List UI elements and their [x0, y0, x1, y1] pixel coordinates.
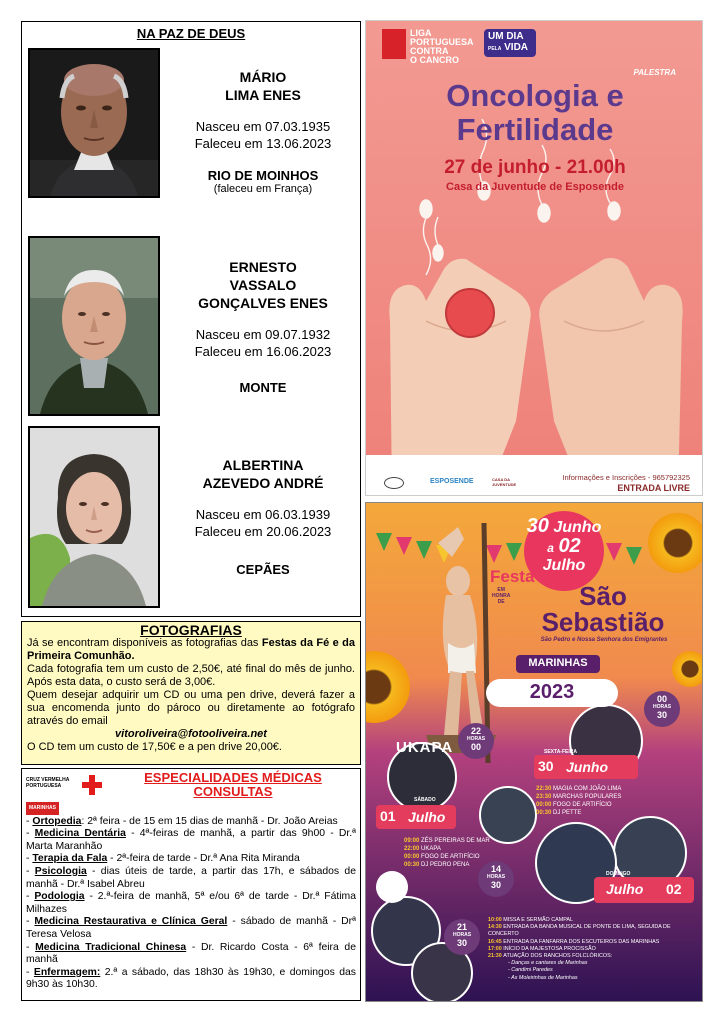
death-date: Faleceu em 16.06.2023	[194, 344, 332, 359]
program-event: FOGO DE ARTIFÍCIO	[553, 802, 612, 808]
entry-info: ENTRADA LIVRE	[617, 483, 690, 493]
place-name: MONTE	[239, 380, 287, 395]
program-item	[536, 793, 700, 801]
program-time: 10:00	[488, 917, 504, 923]
photos-order-text: Quem desejar adquirir um CD ou uma pen drive, deverá fazer a sua encomenda junto do pároco ou diretamente ao fotógrafo através do email	[27, 689, 355, 727]
program-item	[536, 785, 700, 793]
program-event: DJ PEDRO PENA	[421, 862, 470, 868]
program-time: 16:45	[488, 938, 504, 945]
program-subitem: - As Moleirinhas de Marinhas	[508, 974, 578, 981]
obituary-title: NA PAZ DE DEUS	[136, 26, 246, 41]
event-kicker: PALESTRA	[633, 68, 676, 77]
specialty-schedule: - dias úteis de tarde, a partir das 17h, e sábados de manhã - Dr.ª Isabel Abreu	[26, 865, 356, 890]
photographer-email-link[interactable]: vitoroliveira@fotooliveira.net	[115, 728, 267, 740]
organizer-logo-icon	[384, 477, 404, 489]
month-label: Julho	[408, 809, 446, 825]
specialties-list	[26, 816, 356, 992]
specialty-item: - Ortopedia: 2ª feira - de 15 em 15 dias de manhã - Dr. João Areias	[26, 815, 338, 827]
program-item	[536, 809, 700, 817]
program-item	[488, 939, 694, 946]
program-item	[536, 801, 700, 809]
festa-word: Festa	[490, 567, 535, 586]
photos-price-text: Cada fotografia tem um custo de 2,50€, até final do mês de junho. Após esta data, o custo será de 3,00€.	[27, 663, 355, 688]
program-event: ENTRADA DA BANDA MUSICAL DE PONTE DE LIMA, SEGUIDA DE CONCERTO	[488, 924, 671, 938]
event-date: 27 de junho - 21.00h	[444, 157, 626, 178]
program-time: 14:30	[488, 924, 504, 931]
poster-title: Oncologia e Fertilidade	[446, 78, 624, 147]
portrait-photo	[28, 48, 160, 198]
league-logo-icon	[382, 29, 406, 59]
saint-name: São Sebastião	[541, 581, 665, 637]
place-name: CEPÃES	[236, 562, 290, 577]
specialty-name: Ortopedia	[32, 815, 82, 827]
program-event: FOGO DE ARTIFÍCIO	[421, 854, 480, 860]
program-item	[488, 924, 694, 938]
specialty-schedule: - 2.ª-feira de manhã, 5ª e/ou 6ª de tarde - Dr.ª Fátima Milhazes	[26, 891, 356, 915]
program-event: DJ PETTE	[553, 810, 582, 816]
death-date: Faleceu em 20.06.2023	[194, 524, 332, 539]
specialty-name: Psicologia	[34, 865, 87, 877]
program-event: INÍCIO DA MAJESTOSA PROCISSÃO	[503, 945, 596, 952]
birth-date: Nasceu em 09.07.1932	[195, 327, 331, 342]
place-name: RIO DE MOINHOS	[207, 168, 319, 183]
specialty-item: - Medicina Restaurativa e Clínica Geral - sábado de manhã - Drª Teresa Velosa	[26, 916, 356, 940]
program-event: MARCHAS POPULARES	[553, 794, 622, 800]
program-time: 00:30	[404, 862, 422, 868]
program-time: 22:30	[536, 786, 554, 792]
program-item	[404, 861, 544, 869]
specialty-item: - Terapia da Fala - 2ª-feira de tarde - Dr.ª Ana Rita Miranda	[26, 853, 300, 865]
medical-specialties-panel	[21, 768, 361, 1001]
program-time: 00:00	[536, 802, 554, 808]
program-item	[488, 946, 694, 953]
birth-date: Nasceu em 06.03.1939	[195, 507, 331, 522]
specialty-item: - Enfermagem: 2.ª a sábado, das 18h30 às 19h30, e domingos das 9h30 às 10h30.	[26, 966, 356, 991]
obituary-panel	[21, 21, 361, 617]
festival-place: MARINHAS	[528, 657, 588, 669]
specialty-item: - Podologia - 2.ª-feira de manhã, 5ª e/ou 6ª de tarde - Dr.ª Fátima Milhazes	[26, 891, 356, 915]
festival-poster	[365, 502, 703, 1002]
photos-notice	[21, 621, 361, 765]
program-event: UKAPA	[421, 846, 441, 852]
day-number: 01	[380, 808, 396, 824]
photos-title: FOTOGRAFIAS	[140, 622, 242, 638]
program-event: MISSA E SERMÃO CAMPAL	[503, 917, 573, 923]
specialty-schedule: - 2ª-feira de tarde - Dr.ª Ana Rita Miranda	[107, 853, 300, 865]
program-event: ATUAÇÃO DOS RANCHOS FOLCLÓRICOS:	[503, 953, 613, 960]
event-venue: Casa da Juventude de Esposende	[446, 181, 624, 193]
partner-logo: ESPOSENDE	[430, 478, 474, 485]
league-name: LIGA PORTUGUESA CONTRA O CANCRO	[410, 28, 474, 65]
festival-dates: 30 Junho a 02 Julho	[526, 515, 602, 574]
program-item	[404, 845, 544, 853]
time-badge: 21 HORAS 30	[452, 922, 472, 948]
specialty-item: - Medicina Tradicional Chinesa - Dr. Ricardo Costa - 6ª feira de manhã	[26, 941, 356, 966]
portrait-photo	[28, 426, 160, 608]
time-badge: 22 HORAS 00	[466, 726, 486, 752]
red-cross-icon	[82, 775, 102, 795]
program-time: 09:00	[404, 838, 422, 844]
program-time: 00:00	[404, 854, 422, 860]
specialty-schedule: - sábado de manhã - Drª Teresa Velosa	[26, 916, 356, 940]
program-list	[404, 837, 544, 869]
time-badge: 00 HORAS 30	[652, 694, 672, 720]
specialty-item: - Medicina Dentária - 4ª-feiras de manhã, a partir das 9h00 - Dr.ª Marta Maranhão	[26, 828, 356, 852]
person-name: ERNESTO VASSALO GONÇALVES ENES	[198, 259, 328, 311]
specialty-name: Terapia da Fala	[32, 853, 108, 865]
program-item	[488, 953, 694, 960]
specialty-schedule: : 2ª feira - de 15 em 15 dias de manhã - Dr. João Areias	[81, 815, 338, 827]
in-honor-of: EM HONRA DE	[492, 587, 511, 605]
program-event: MAGIA COM JOÃO LIMA	[553, 786, 622, 792]
specialty-item: - Psicologia - dias úteis de tarde, a partir das 17h, e sábados de manhã - Dr.ª Isabel Abreu	[26, 865, 356, 890]
specialty-name: Medicina Dentária	[34, 828, 126, 840]
weekday-label: DOMINGO	[606, 871, 631, 877]
month-label: Julho	[606, 881, 644, 897]
specialty-name: Podologia	[34, 891, 85, 903]
program-event: ENTRADA DA FANFARRA DOS ESCUTEIROS DAS MARINHAS	[503, 938, 660, 945]
specialty-schedule: - 4ª-feiras de manhã, a partir das 9h00 - Dr.ª Marta Maranhão	[26, 828, 356, 852]
specialty-schedule: - Dr. Ricardo Costa - 6ª feira de manhã	[26, 941, 356, 966]
specialty-name: Enfermagem:	[33, 966, 101, 978]
specialty-schedule: 2.ª a sábado, das 18h30 às 19h30, e domingos das 9h30 às 10h30.	[26, 966, 356, 991]
festival-year: 2023	[529, 681, 575, 703]
program-time: 17:00	[488, 945, 504, 952]
program-time: 22:00	[404, 846, 422, 852]
band-name: UKAPA	[396, 739, 454, 756]
program-subitem: - Candimi Paredes	[508, 967, 553, 974]
program-time: 21:30	[488, 953, 504, 960]
program-list	[536, 785, 700, 817]
program-list	[488, 917, 694, 982]
birth-date: Nasceu em 07.03.1935	[195, 119, 331, 134]
photos-paragraph: Já se encontram disponíveis as fotografias das Festas da Fé e da Primeira Comunhão.	[27, 637, 355, 662]
partner-logo: CASA DA JUVENTUDE	[492, 477, 517, 487]
specialty-name: Medicina Tradicional Chinesa	[35, 941, 187, 953]
day-number: 02	[666, 881, 682, 897]
festival-subtitle: São Pedro e Nossa Senhora dos Emigrantes	[540, 637, 668, 643]
program-time: 00:30	[536, 810, 554, 816]
place-note: (faleceu em França)	[213, 183, 313, 195]
program-subitem: - Danças e cantares de Marinhas	[508, 960, 588, 967]
person-name: ALBERTINA AZEVEDO ANDRÉ	[202, 457, 324, 491]
death-date: Faleceu em 13.06.2023	[194, 136, 332, 151]
program-item	[404, 837, 544, 845]
program-event: ZÉS PEREIRAS DE MAR	[421, 838, 490, 844]
photos-cd-price: O CD tem um custo de 17,50€ e a pen drive 20,00€.	[27, 741, 282, 753]
location-badge: MARINHAS	[26, 802, 59, 815]
month-label: Junho	[566, 759, 608, 775]
person-name: MÁRIO LIMA ENES	[225, 69, 301, 103]
red-cross-logo: CRUZ VERMELHA PORTUGUESA	[26, 777, 70, 789]
program-item	[404, 853, 544, 861]
weekday-label: SÁBADO	[414, 797, 436, 803]
day-number: 30	[538, 758, 554, 774]
specialties-title: ESPECIALIDADES MÉDICAS CONSULTAS	[144, 770, 322, 799]
time-badge: 14 HORAS 30	[486, 864, 506, 890]
event-info: Informações e Inscrições - 965792325	[562, 473, 690, 482]
program-item	[488, 917, 694, 924]
campaign-badge: UM DIA PELA VIDA	[484, 29, 536, 57]
weekday-label: SEXTA-FEIRA	[544, 749, 577, 755]
program-time: 23:30	[536, 794, 554, 800]
portrait-photo	[28, 236, 160, 416]
specialty-name: Medicina Restaurativa e Clínica Geral	[34, 916, 228, 928]
oncology-lecture-poster	[365, 20, 703, 496]
